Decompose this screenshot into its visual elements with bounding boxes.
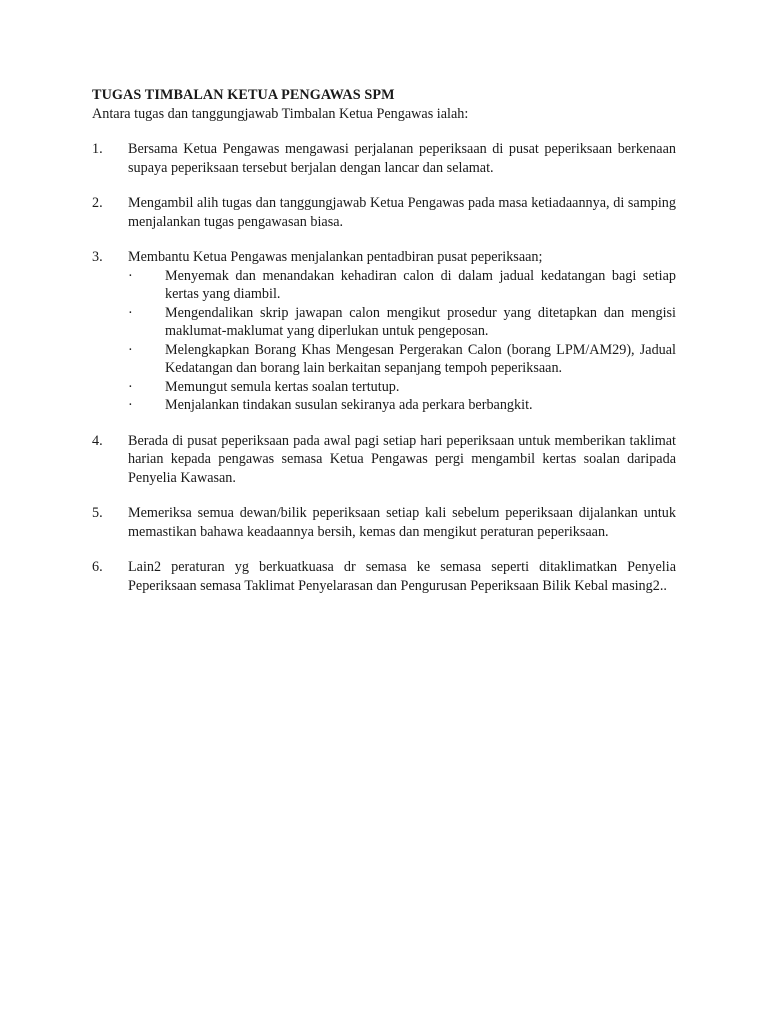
item-number: 2.	[92, 195, 103, 211]
bullet-marker: ·	[128, 378, 133, 395]
bullet-marker: ·	[128, 267, 133, 284]
item-text: Membantu Ketua Pengawas menjalankan pentadbiran pusat peperiksaan;	[128, 249, 543, 265]
bullet-marker: ·	[128, 304, 133, 321]
list-item-1	[92, 140, 676, 177]
bullet-marker: ·	[128, 341, 133, 358]
sub-item	[128, 396, 676, 415]
sub-item-text: Mengendalikan skrip jawapan calon mengikut prosedur yang ditetapkan dan mengisi maklumat-maklumat yang diperlukan untuk pengeposan.	[165, 304, 676, 339]
document-intro: Antara tugas dan tanggungjawab Timbalan Ketua Pengawas ialah:	[92, 106, 469, 122]
item-number: 6.	[92, 559, 103, 575]
sub-item-text: Menyemak dan menandakan kehadiran calon di dalam jadual kedatangan bagi setiap kertas yang diambil.	[165, 267, 676, 302]
sub-item-text: Memungut semula kertas soalan tertutup.	[165, 378, 400, 395]
item-number: 1.	[92, 141, 103, 157]
item-text: Lain2 peraturan yg berkuatkuasa dr semasa ke semasa seperti ditaklimatkan Penyelia Peperiksaan semasa Taklimat Penyelarasan dan Pengurusan Peperiksaan Bilik Kebal masing2..	[128, 559, 676, 594]
item-number: 5.	[92, 505, 103, 521]
document-title: TUGAS TIMBALAN KETUA PENGAWAS SPM	[92, 87, 395, 103]
sub-item	[128, 267, 676, 304]
list-item-6	[92, 558, 676, 595]
item-text: Mengambil alih tugas dan tanggungjawab Ketua Pengawas pada masa ketiadaannya, di samping menjalankan tugas pengawasan biasa.	[128, 195, 676, 230]
bullet-marker: ·	[128, 397, 133, 413]
sub-item	[128, 304, 676, 341]
sub-item	[128, 378, 676, 397]
item-number: 4.	[92, 432, 103, 449]
sub-item	[128, 341, 676, 378]
sub-item-text: Melengkapkan Borang Khas Mengesan Pergerakan Calon (borang LPM/AM29), Jadual Kedatangan dan borang lain berkaitan sepanjang tempoh peperiksaan.	[165, 341, 676, 376]
item-text: Memeriksa semua dewan/bilik peperiksaan setiap kali sebelum peperiksaan dijalankan untuk memastikan bahawa keadaannya bersih, kemas dan mengikut peraturan peperiksaan.	[128, 505, 676, 540]
document-page	[92, 86, 676, 612]
list-item-2	[92, 194, 676, 231]
sub-item-text: Menjalankan tindakan susulan sekiranya ada perkara berbangkit.	[165, 397, 533, 413]
item-text: Berada di pusat peperiksaan pada awal pagi setiap hari peperiksaan untuk memberikan taklimat harian kepada pengawas semasa Ketua Pengawas pergi mengambil kertas soalan daripada Penyelia Kawasan.	[128, 432, 676, 486]
item-text: Bersama Ketua Pengawas mengawasi perjalanan peperiksaan di pusat peperiksaan berkenaan supaya peperiksaan tersebut berjalan dengan lancar dan selamat.	[128, 141, 676, 176]
list-item-5	[92, 504, 676, 541]
item-number: 3.	[92, 249, 103, 265]
list-item-3	[92, 248, 676, 415]
list-item-4	[92, 432, 676, 488]
